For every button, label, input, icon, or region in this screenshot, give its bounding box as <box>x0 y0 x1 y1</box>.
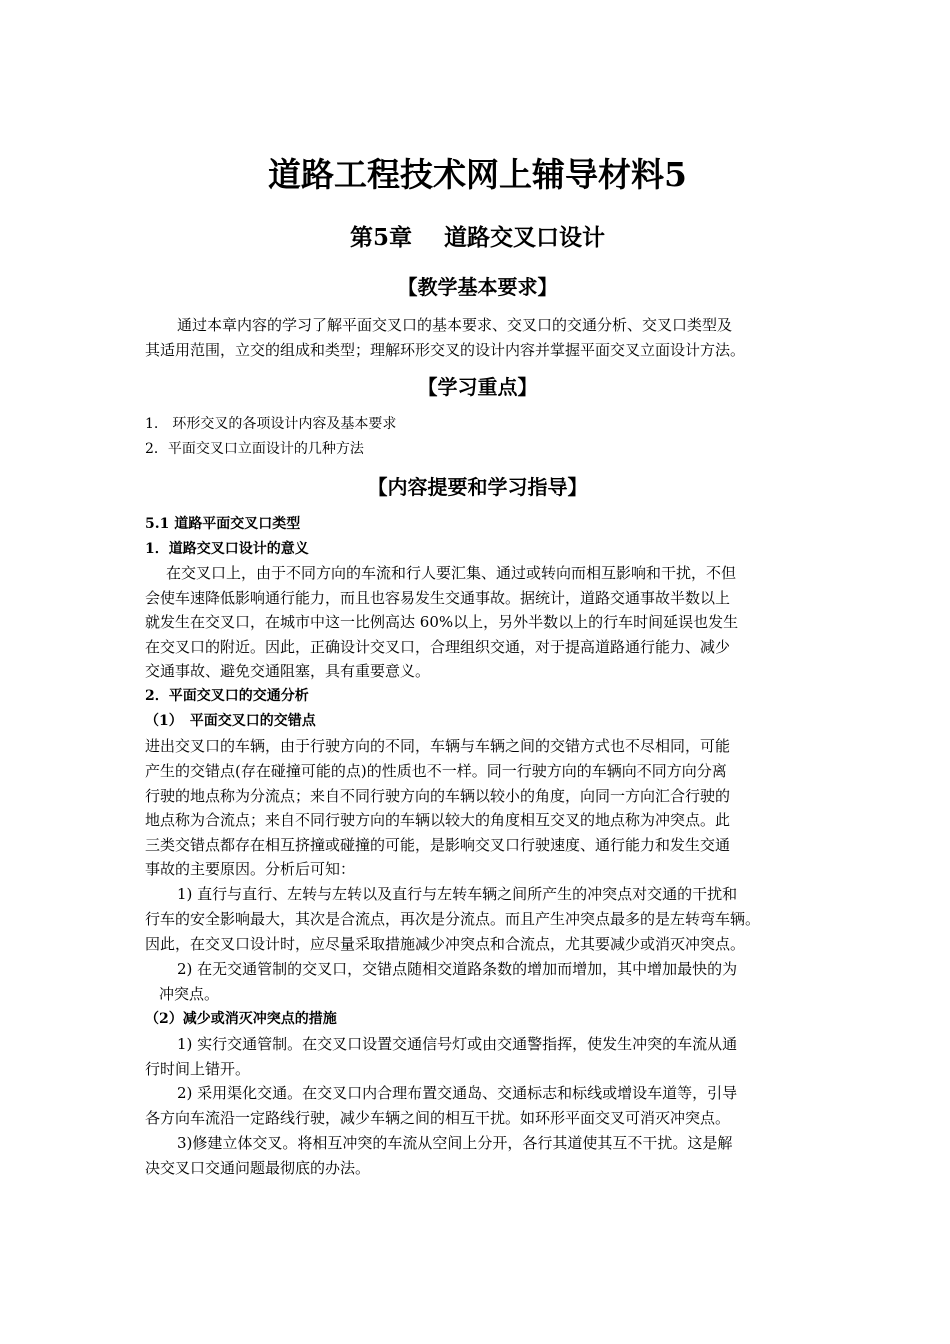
paragraph-line: 行车的安全影响最大，其次是合流点，再次是分流点。而且产生冲突点最多的是左转弯车辆。 <box>145 910 761 928</box>
paragraph-line: 三类交错点都存在相互挤撞或碰撞的可能，是影响交叉口行驶速度、通行能力和发生交通 <box>145 836 731 854</box>
paragraph-line: 2) 采用渠化交通。在交叉口内合理布置交通岛、交通标志和标线或增设车道等，引导 <box>177 1084 738 1102</box>
paragraph-line: 3)修建立体交叉。将相互冲突的车流从空间上分开，各行其道使其互不干扰。这是解 <box>177 1134 733 1152</box>
subsection-1-title: 1．道路交叉口设计的意义 <box>145 541 309 557</box>
teaching-requirements-line-2: 其适用范围，立交的组成和类型；理解环形交叉的设计内容并掌握平面交叉立面设计方法。 <box>145 341 746 359</box>
chapter-title: 第5章 道路交叉口设计 <box>349 224 606 251</box>
section-5-1-title: 5.1 道路平面交叉口类型 <box>145 516 301 532</box>
paragraph-line: 冲突点。 <box>159 985 220 1003</box>
document-title: 道路工程技术网上辅导材料5 <box>268 155 687 194</box>
paragraph-line: 事故的主要原因。分析后可知： <box>145 860 356 878</box>
subsection-2-title: 2．平面交叉口的交通分析 <box>145 688 309 704</box>
content-guide-heading: 【内容提要和学习指导】 <box>367 475 588 499</box>
paragraph-line: 行驶的地点称为分流点；来自不同行驶方向的车辆以较小的角度，向同一方向汇合行驶的 <box>145 787 731 805</box>
paragraph-line: 会使车速降低影响通行能力，而且也容易发生交通事故。据统计，道路交通事故半数以上 <box>145 589 731 607</box>
paragraph-line: 决交叉口交通问题最彻底的办法。 <box>145 1159 371 1177</box>
paragraph-line: 交通事故、避免交通阻塞，具有重要意义。 <box>145 662 431 680</box>
paragraph-line: 就发生在交叉口，在城市中这一比例高达 60%以上，另外半数以上的行车时间延误也发生 <box>145 613 739 631</box>
key-point-item-2: 2．平面交叉口立面设计的几种方法 <box>145 441 364 457</box>
teaching-requirements-line-1: 通过本章内容的学习了解平面交叉口的基本要求、交叉口的交通分析、交叉口类型及 <box>177 316 733 334</box>
paragraph-line: 行时间上错开。 <box>145 1060 251 1078</box>
paragraph-line: 地点称为合流点；来自不同行驶方向的车辆以较大的角度相互交叉的地点称为冲突点。此 <box>145 811 731 829</box>
teaching-requirements-heading: 【教学基本要求】 <box>397 275 558 299</box>
key-point-item-1: 1. 环形交叉的各项设计内容及基本要求 <box>145 416 397 432</box>
paragraph-line: 2) 在无交通管制的交叉口，交错点随相交道路条数的增加而增加，其中增加最快的为 <box>177 960 738 978</box>
key-points-heading: 【学习重点】 <box>417 375 538 399</box>
subsection-2-2-title: （2）减少或消灭冲突点的措施 <box>145 1011 337 1027</box>
paragraph-line: 在交叉口的附近。因此，正确设计交叉口，合理组织交通，对于提高道路通行能力、减少 <box>145 638 731 656</box>
paragraph-line: 产生的交错点(存在碰撞可能的点)的性质也不一样。同一行驶方向的车辆向不同方向分离 <box>145 762 727 780</box>
subsection-2-1-title: （1） 平面交叉口的交错点 <box>145 713 316 729</box>
paragraph-line: 1) 直行与直行、左转与左转以及直行与左转车辆之间所产生的冲突点对交通的干扰和 <box>177 885 738 903</box>
paragraph-line: 因此，在交叉口设计时，应尽量采取措施减少冲突点和合流点，尤其要减少或消灭冲突点。 <box>145 935 746 953</box>
paragraph-line: 在交叉口上，由于不同方向的车流和行人要汇集、通过或转向而相互影响和干扰，不但 <box>166 564 737 582</box>
paragraph-line: 各方向车流沿一定路线行驶，减少车辆之间的相互干扰。如环形平面交叉可消灭冲突点。 <box>145 1109 731 1127</box>
paragraph-line: 1) 实行交通管制。在交叉口设置交通信号灯或由交通警指挥，使发生冲突的车流从通 <box>177 1035 738 1053</box>
paragraph-line: 进出交叉口的车辆，由于行驶方向的不同，车辆与车辆之间的交错方式也不尽相同，可能 <box>145 737 731 755</box>
